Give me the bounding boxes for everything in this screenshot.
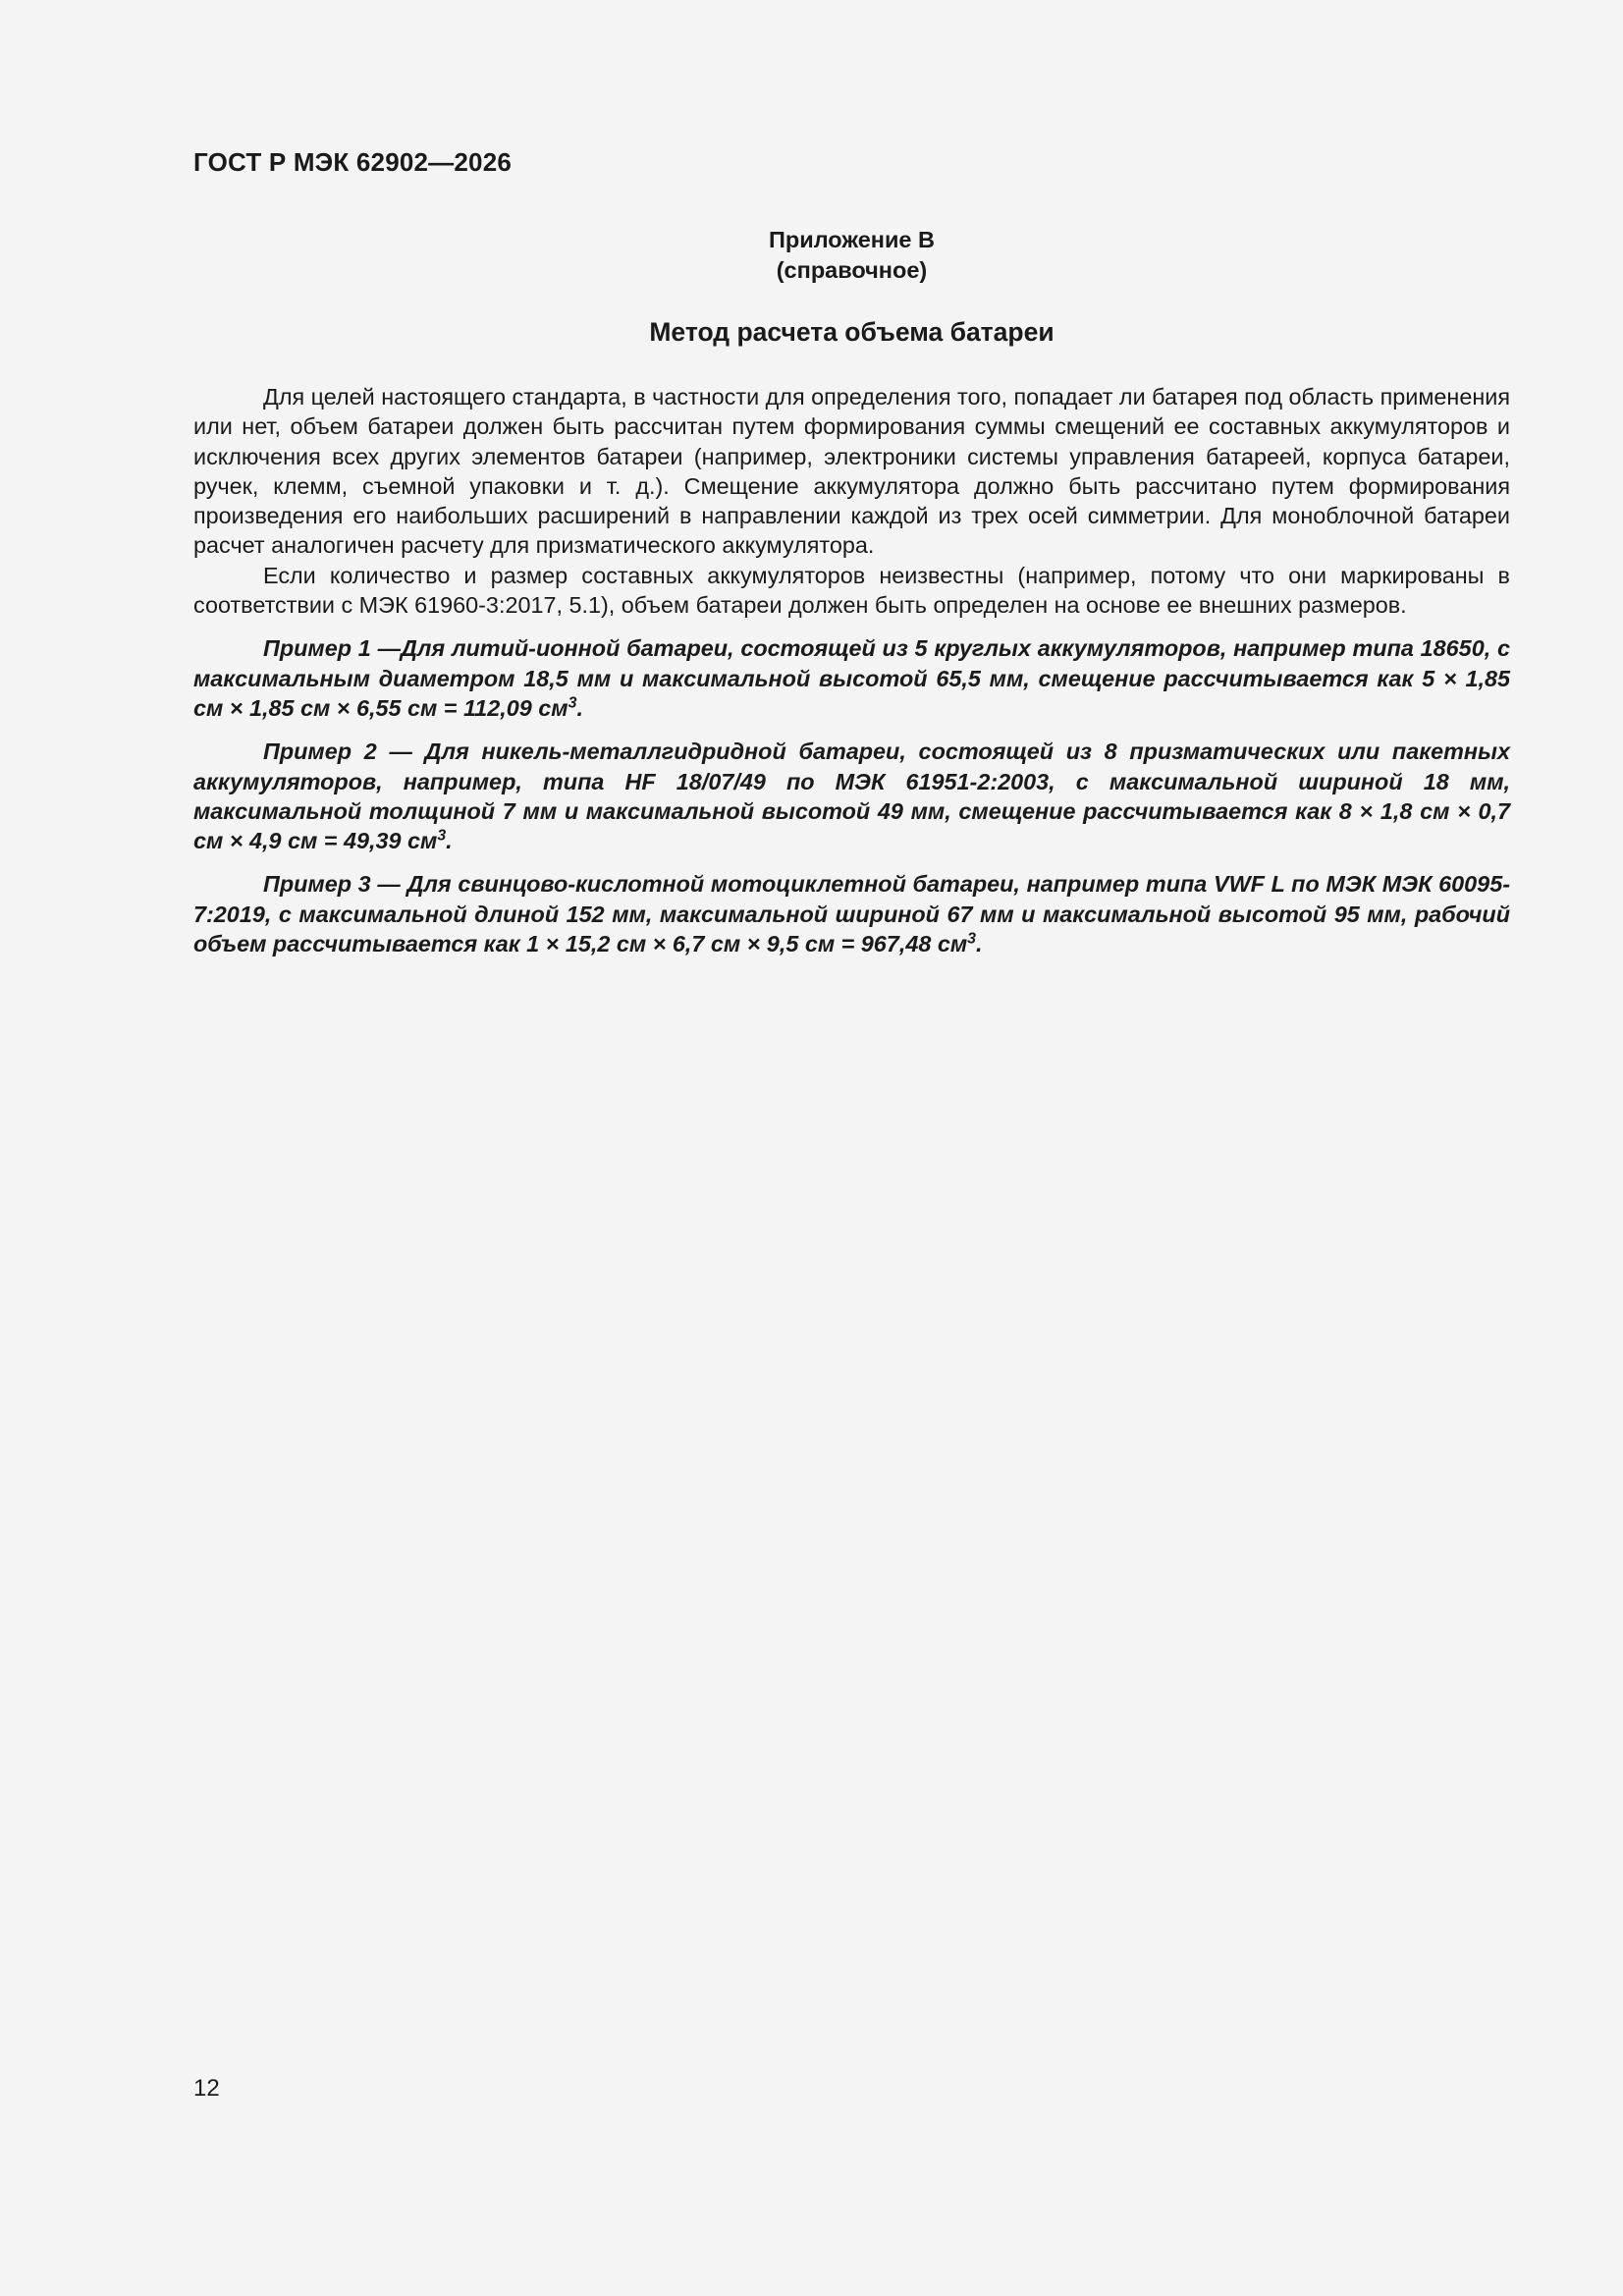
example-tail: . bbox=[446, 828, 453, 854]
example-tail: . bbox=[976, 931, 983, 957]
example-superscript: 3 bbox=[437, 827, 447, 845]
example-superscript: 3 bbox=[568, 694, 577, 712]
annex-body bbox=[193, 382, 1510, 958]
paragraph: Если количество и размер составных аккумуляторов неизвестны (например, потому что они маркированы в соответствии с МЭК 61960-3:2017, 5.1), объем батареи должен быть определен на основе ее внешних размеров. bbox=[193, 562, 1510, 619]
page-number: 12 bbox=[193, 2075, 220, 2102]
example-2 bbox=[193, 737, 1510, 855]
document-header: ГОСТ Р МЭК 62902—2026 bbox=[193, 147, 513, 177]
example-text: Пример 3 — Для свинцово-кислотной мотоциклетной батареи, например типа VWF L по МЭК МЭК 60095-7:2019, с максимальной длиной 152 мм, максимальной шириной 67 мм и максимальной высотой 95 мм, рабочий объем рассчитывается как 1 × 15,2 см × 6,7 см × 9,5 см = 967,48 см bbox=[193, 871, 1510, 957]
example-1 bbox=[193, 633, 1510, 723]
annex-title: Метод расчета объема батареи bbox=[649, 317, 1055, 347]
annex-heading bbox=[193, 225, 1510, 286]
annex-label: Приложение В bbox=[769, 227, 935, 252]
paragraph: Для целей настоящего стандарта, в частности для определения того, попадает ли батарея под область применения или нет, объем батареи должен быть рассчитан путем формирования суммы смещений ее составных аккумуляторов и исключения всех других элементов батареи (например, электроники системы управления батареей, корпуса батареи, ручек, клемм, съемной упаковки и т. д.). Смещение аккумулятора должно быть рассчитано путем формирования произведения его наибольших расширений в направлении каждой из трех осей симметрии. Для моноблочной батареи расчет аналогичен расчету для призматического аккумулятора. bbox=[193, 384, 1510, 559]
example-superscript: 3 bbox=[967, 930, 977, 948]
example-text: Пример 1 —Для литий-ионной батареи, состоящей из 5 круглых аккумуляторов, например типа 18650, с максимальным диаметром 18,5 мм и максимальной высотой 65,5 мм, смещение рассчитывается как 5 × 1,85 см × 1,85 см × 6,55 см = 112,09 см bbox=[193, 635, 1510, 721]
example-text: Пример 2 — Для никель-металлгидридной батареи, состоящей из 8 призматических или пакетных аккумуляторов, например, типа HF 18/07/49 по МЭК 61951-2:2003, с максимальной шириной 18 мм, максимальной толщиной 7 мм и максимальной высотой 49 мм, смещение рассчитывается как 8 × 1,8 см × 0,7 см × 4,9 см = 49,39 см bbox=[193, 738, 1510, 854]
example-tail: . bbox=[576, 694, 583, 721]
example-3 bbox=[193, 869, 1510, 958]
annex-status: (справочное) bbox=[776, 257, 928, 283]
